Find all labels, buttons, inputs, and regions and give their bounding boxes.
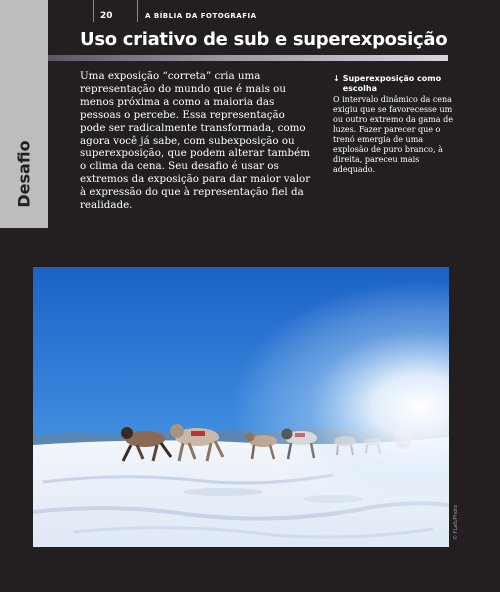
header-divider <box>137 0 138 22</box>
photo-credit: © FLatt/Photo <box>453 504 459 540</box>
sun-glare <box>33 267 449 547</box>
section-tab-label: Desafio <box>14 140 34 208</box>
photo-caption <box>333 74 453 175</box>
caption-heading <box>333 74 453 94</box>
body-paragraph: Uma exposição “correta” cria uma representação do mundo que é mais ou menos próxima a como a maioria das pessoas o percebe. Essa representação pode ser radicalmente transformada, como agora você já sabe, com subexposição ou superexposição, que podem alterar também o clima da cena. Seu desafio é usar os extremos da exposição para dar maior valor à expressão do que à representação fiel da realidade. <box>80 70 311 212</box>
sled-dog-photo <box>33 267 449 547</box>
arrow-down-icon: ↓ <box>333 74 340 83</box>
page-number: 20 <box>100 11 113 21</box>
caption-title: Superexposição como escolha <box>342 74 442 93</box>
caption-text: O intervalo dinâmico da cena exigiu que se favorecesse um ou outro extremo da gama de luzes. Fazer parecer que o trenó emergia de uma explosão de puro branco, à direita, pareceu mais adequado. <box>333 95 453 174</box>
header-divider <box>93 0 94 22</box>
title-underline-bar <box>48 55 448 61</box>
running-head: A BÍBLIA DA FOTOGRAFIA <box>145 12 257 20</box>
article-title: Uso criativo de sub e superexposição <box>80 29 448 50</box>
section-tab <box>0 0 48 228</box>
photo-illustration <box>33 267 449 547</box>
